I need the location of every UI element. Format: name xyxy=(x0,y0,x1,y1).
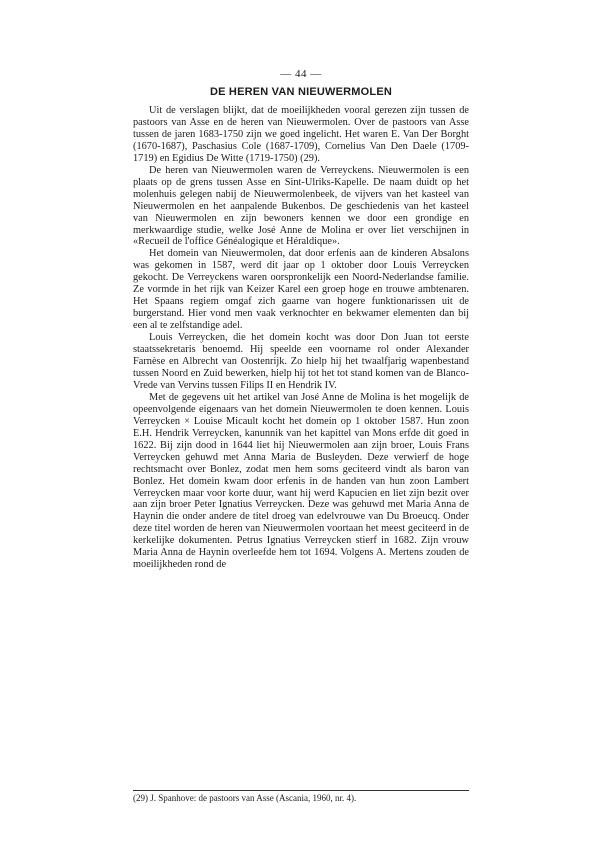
footnote: (29) J. Spanhove: de pastoors van Asse (Ascania, 1960, nr. 4). xyxy=(133,793,357,803)
page-number: — 44 — xyxy=(280,68,322,80)
paragraph: Louis Verreycken, die het domein kocht was door Don Juan tot eerste staatssekretaris benoemd. Hij speelde een voorname rol onder Alexander Farnèse en Albrecht van Oostenrijk. Zo hielp hij het twaalfjarig wapenbestand tussen Noord en Zuid bewerken, hielp hij tot het tot stand komen van de Blanco-Vrede van Vervins tussen Filips II en Hendrik IV. xyxy=(133,332,469,391)
paragraph: Het domein van Nieuwermolen, dat door erfenis aan de kinderen Absalons was gekomen in 1587, werd dit jaar op 1 oktober door Louis Verreycken gekocht. De Verreyckens waren oorspronkelijk een Noord-Nederlandse familie. Ze vormde in het rijk van Keizer Karel een groep hoge en trouwe ambtenaren. Het Spaans regiem omgaf zich gaarne van hogere funktionarissen uit de burgerstand. Hier vond men vaak verknochter en bekwamer elementen dan bij een al te zelfstandige adel. xyxy=(133,248,469,332)
paragraph: Met de gegevens uit het artikel van José Anne de Molina is het mogelijk de opeenvolgende eigenaars van het domein Nieuwermolen te doen kennen. Louis Verreycken × Louise Micault kocht het domein op 1 oktober 1587. Hun zoon E.H. Hendrik Verreycken, kanunnik van het kapittel van Mons erfde dit goed in 1622. Bij zijn dood in 1644 liet hij Nieuwermolen aan zijn broer, Louis Frans Verreycken gehuwd met Anna Maria de Busleyden. Deze verwierf de hoge rechtsmacht over Bonlez, zodat men hem soms geciteerd vindt als baron van Bonlez. Het domein kwam door erfenis in de handen van hun zoon Lambert Verreycken maar voor korte duur, want hij werd Kapucien en liet zijn bezit over aan zijn broer Peter Ignatius Verreycken. Deze was gehuwd met Maria Anna de Haynin die onder andere de titel droeg van edelvrouwe van Du Broeucq. Onder deze titel worden de heren van Nieuwermolen voortaan het meest geciteerd in de kerkelijke dokumenten. Petrus Ignatius Verreycken stierf in 1682. Zijn vrouw Maria Anna de Haynin overleefde hem tot 1694. Volgens A. Mertens zouden de moeilijkheden rond de xyxy=(133,391,469,571)
footnotes xyxy=(133,790,469,804)
paragraph: De heren van Nieuwermolen waren de Verreyckens. Nieuwermolen is een plaats op de grens tussen Asse en Sint-Ulriks-Kapelle. De naam duidt op het molenhuis gelegen nabij de Nieuwermolenbeek, de vijvers van het kasteel van Nieuwermolen en het aanpalende Bukenbos. De geschiedenis van het kasteel van Nieuwermolen en zijn bewoners kennen we door een grondige en merkwaardige studie, welke José Anne de Molina er over liet verschijnen in «Recueil de l'office Généalogique et Héraldique». xyxy=(133,164,469,248)
section-title: DE HEREN VAN NIEUWERMOLEN xyxy=(209,86,393,98)
paragraph: Uit de verslagen blijkt, dat de moeilijkheden vooral gerezen zijn tussen de pastoors van Asse en de heren van Nieuwermolen. Over de pastoors van Asse tussen de jaren 1683-1750 zijn we goed ingelicht. Het waren E. Van Der Borght (1670-1687), Paschasius Cole (1687-1709), Cornelius Van Den Daele (1709-1719) en Egidius De Witte (1719-1750) (29). xyxy=(133,105,469,164)
body-text xyxy=(133,105,469,571)
footnote-divider xyxy=(133,790,469,791)
page xyxy=(133,68,469,803)
